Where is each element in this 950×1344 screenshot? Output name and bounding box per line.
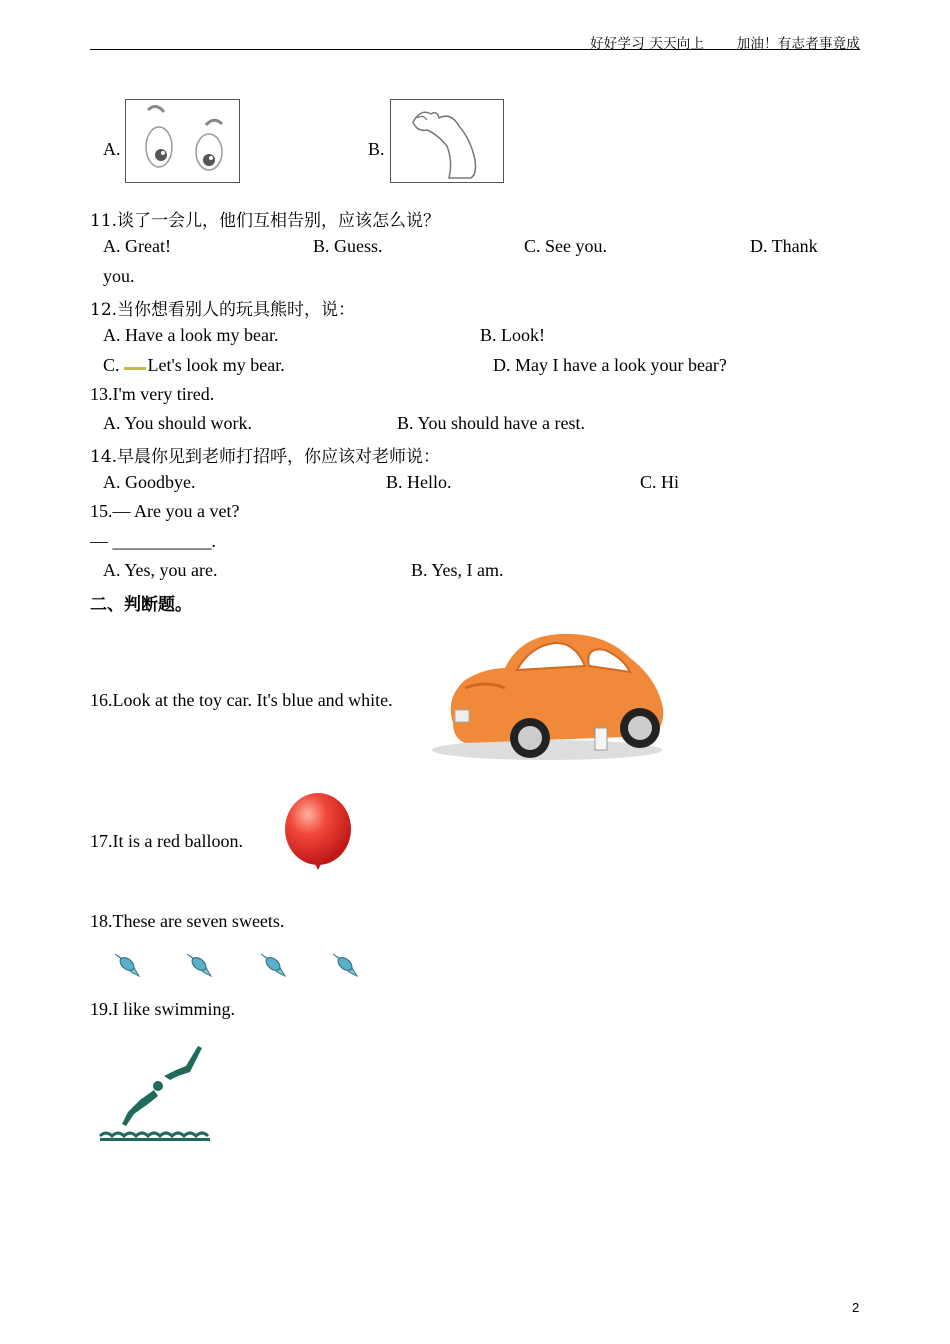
section-2-title: 二、判断题。 [90,595,192,615]
flexed-arm-icon [391,100,503,182]
sweets-row [103,942,373,982]
sweet-icon [261,954,285,976]
q11-option-c: C. See you. [524,236,607,256]
highlight-mark [124,367,146,370]
arm-image [390,99,504,183]
balloon-image [282,792,354,874]
q10-option-b-label: B. [368,139,385,159]
q12-option-c [103,355,285,376]
q13-option-b: B. You should have a rest. [397,413,585,433]
q12-option-c-text: Let's look my bear. [147,355,285,375]
q11-option-b: B. Guess. [313,236,383,256]
q15-stem: 15.— Are you a vet? [90,501,240,521]
q14-stem: 14.早晨你见到老师打招呼，你应该对老师说： [90,447,441,467]
q15-answer-blank: — ___________. [90,531,216,551]
red-balloon-icon [282,792,354,874]
page-number: 2 [852,1300,860,1315]
eyes-image [125,99,240,183]
q12-option-b: B. Look! [480,325,545,345]
q11-option-d: D. Thank [750,236,818,256]
toy-car-icon [425,628,670,763]
q16-statement: 16.Look at the toy car. It's blue and white. [90,690,393,710]
q13-stem: 13.I'm very tired. [90,384,215,404]
toy-car-image [425,628,670,763]
swimming-image [98,1042,213,1146]
q17-statement: 17.It is a red balloon. [90,831,243,851]
sweets-icons [103,942,373,982]
header-right-slogan: 加油！有志者事竟成 [736,36,860,52]
sweet-icon [187,954,211,976]
eyes-icon [126,100,239,182]
q15-option-a: A. Yes, you are. [103,560,218,580]
q12-stem: 12.当你想看别人的玩具熊时，说： [90,300,356,320]
q13-option-a: A. You should work. [103,413,253,433]
sweet-icon [115,954,139,976]
q18-statement: 18.These are seven sweets. [90,911,285,931]
q11-option-a: A. Great! [103,236,171,256]
q11-stem: 11.谈了一会儿，他们互相告别，应该怎么说？ [90,211,441,231]
header-left-slogan: 好好学习 天天向上 [590,36,705,52]
q14-option-a: A. Goodbye. [103,472,196,492]
sweet-icon [333,954,357,976]
diver-icon [98,1042,213,1146]
header-rule [90,49,860,50]
q11-option-d-continued: you. [103,266,135,286]
q12-option-d: D. May I have a look your bear? [493,355,727,375]
q14-option-c: C. Hi [640,472,680,492]
q15-option-b: B. Yes, I am. [411,560,504,580]
q19-statement: 19.I like swimming. [90,999,235,1019]
q12-option-c-letter: C. [103,355,120,375]
q12-option-a: A. Have a look my bear. [103,325,279,345]
q14-option-b: B. Hello. [386,472,452,492]
q10-option-a-label: A. [103,139,121,159]
